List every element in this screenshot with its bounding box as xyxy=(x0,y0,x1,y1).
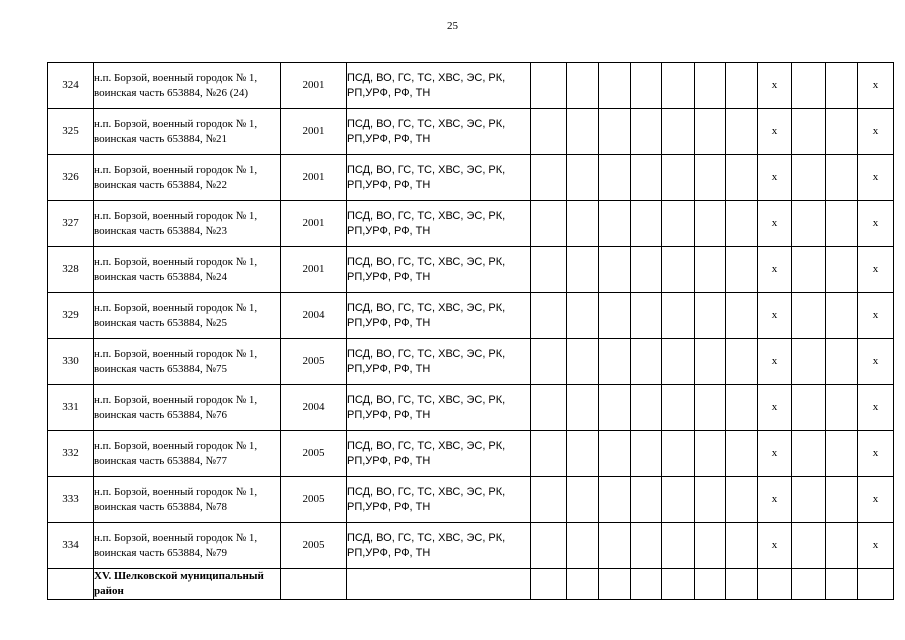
address-cell: н.п. Борзой, военный городок № 1, воинская часть 653884, №23 xyxy=(94,201,281,247)
empty-cell xyxy=(826,201,858,247)
table-row xyxy=(48,339,894,385)
empty-cell xyxy=(662,201,695,247)
empty-cell xyxy=(695,155,726,201)
codes-cell: ПСД, ВО, ГС, ТС, ХВС, ЭС, РК, РП,УРФ, РФ, ТН xyxy=(347,155,531,201)
empty-cell xyxy=(631,293,662,339)
empty-cell xyxy=(826,109,858,155)
table-row xyxy=(48,109,894,155)
empty-cell xyxy=(567,477,599,523)
empty-cell xyxy=(695,385,726,431)
empty-cell xyxy=(695,569,726,600)
section-title: XV. Шелковской муниципальный район xyxy=(94,569,281,600)
codes-cell: ПСД, ВО, ГС, ТС, ХВС, ЭС, РК, РП,УРФ, РФ, ТН xyxy=(347,385,531,431)
mark-cell: x xyxy=(858,63,894,109)
empty-cell xyxy=(726,385,758,431)
row-number-cell: 330 xyxy=(48,339,94,385)
empty-cell xyxy=(826,339,858,385)
mark-cell: x xyxy=(758,523,792,569)
address-cell: н.п. Борзой, военный городок № 1, воинская часть 653884, №25 xyxy=(94,293,281,339)
empty-cell xyxy=(792,247,826,293)
row-number-cell: 325 xyxy=(48,109,94,155)
mark-cell: x xyxy=(758,477,792,523)
mark-cell: x xyxy=(858,523,894,569)
empty-cell xyxy=(631,431,662,477)
year-cell: 2005 xyxy=(281,523,347,569)
year-cell: 2001 xyxy=(281,109,347,155)
address-cell: н.п. Борзой, военный городок № 1, воинская часть 653884, №75 xyxy=(94,339,281,385)
empty-cell xyxy=(567,293,599,339)
empty-cell xyxy=(662,523,695,569)
empty-cell xyxy=(792,155,826,201)
mark-cell: x xyxy=(758,155,792,201)
year-cell: 2004 xyxy=(281,385,347,431)
empty-cell xyxy=(726,339,758,385)
empty-cell xyxy=(531,385,567,431)
table-row xyxy=(48,155,894,201)
empty-cell xyxy=(792,63,826,109)
page-number: 25 xyxy=(447,20,458,32)
empty-cell xyxy=(599,385,631,431)
empty-cell xyxy=(792,339,826,385)
empty-cell xyxy=(695,477,726,523)
empty-cell xyxy=(631,569,662,600)
mark-cell: x xyxy=(858,477,894,523)
year-cell: 2001 xyxy=(281,63,347,109)
empty-cell xyxy=(758,569,792,600)
address-cell: н.п. Борзой, военный городок № 1, воинская часть 653884, №78 xyxy=(94,477,281,523)
year-cell: 2005 xyxy=(281,477,347,523)
empty-cell xyxy=(726,201,758,247)
empty-cell xyxy=(662,385,695,431)
mark-cell: x xyxy=(758,293,792,339)
empty-cell xyxy=(726,523,758,569)
empty-cell xyxy=(792,201,826,247)
empty-cell xyxy=(567,247,599,293)
empty-cell xyxy=(662,293,695,339)
empty-cell xyxy=(599,63,631,109)
codes-cell: ПСД, ВО, ГС, ТС, ХВС, ЭС, РК, РП,УРФ, РФ, ТН xyxy=(347,339,531,385)
mark-cell: x xyxy=(758,63,792,109)
address-cell: н.п. Борзой, военный городок № 1, воинская часть 653884, №77 xyxy=(94,431,281,477)
empty-cell xyxy=(826,247,858,293)
empty-cell xyxy=(826,477,858,523)
section-row xyxy=(48,569,894,600)
empty-cell xyxy=(567,63,599,109)
empty-cell xyxy=(599,109,631,155)
row-number-cell: 329 xyxy=(48,293,94,339)
table-row xyxy=(48,201,894,247)
mark-cell: x xyxy=(858,293,894,339)
empty-cell xyxy=(662,569,695,600)
year-cell: 2004 xyxy=(281,293,347,339)
empty-cell xyxy=(567,385,599,431)
table-row xyxy=(48,293,894,339)
empty-cell xyxy=(662,155,695,201)
data-table xyxy=(47,62,894,600)
empty-cell xyxy=(531,155,567,201)
mark-cell: x xyxy=(858,109,894,155)
mark-cell: x xyxy=(758,431,792,477)
table-body xyxy=(48,63,894,600)
empty-cell xyxy=(531,477,567,523)
empty-cell xyxy=(792,477,826,523)
empty-cell xyxy=(662,477,695,523)
mark-cell: x xyxy=(858,247,894,293)
empty-cell xyxy=(792,569,826,600)
empty-cell xyxy=(826,63,858,109)
year-cell: 2001 xyxy=(281,247,347,293)
empty-cell xyxy=(826,569,858,600)
empty-cell xyxy=(531,523,567,569)
mark-cell: x xyxy=(858,201,894,247)
codes-cell: ПСД, ВО, ГС, ТС, ХВС, ЭС, РК, РП,УРФ, РФ, ТН xyxy=(347,247,531,293)
mark-cell: x xyxy=(858,385,894,431)
empty-cell xyxy=(792,431,826,477)
empty-cell xyxy=(567,523,599,569)
empty-cell xyxy=(599,523,631,569)
empty-cell xyxy=(792,293,826,339)
empty-cell xyxy=(531,201,567,247)
empty-cell xyxy=(726,63,758,109)
empty-cell xyxy=(631,477,662,523)
empty-cell xyxy=(48,569,94,600)
empty-cell xyxy=(599,201,631,247)
empty-cell xyxy=(567,155,599,201)
address-cell: н.п. Борзой, военный городок № 1, воинская часть 653884, №79 xyxy=(94,523,281,569)
empty-cell xyxy=(531,247,567,293)
empty-cell xyxy=(695,247,726,293)
empty-cell xyxy=(567,569,599,600)
empty-cell xyxy=(599,431,631,477)
table-row xyxy=(48,63,894,109)
empty-cell xyxy=(826,155,858,201)
empty-cell xyxy=(726,155,758,201)
empty-cell xyxy=(599,477,631,523)
empty-cell xyxy=(599,569,631,600)
empty-cell xyxy=(792,523,826,569)
mark-cell: x xyxy=(858,155,894,201)
year-cell: 2001 xyxy=(281,155,347,201)
empty-cell xyxy=(531,293,567,339)
empty-cell xyxy=(281,569,347,600)
empty-cell xyxy=(631,63,662,109)
empty-cell xyxy=(695,63,726,109)
empty-cell xyxy=(726,431,758,477)
empty-cell xyxy=(695,339,726,385)
row-number-cell: 334 xyxy=(48,523,94,569)
address-cell: н.п. Борзой, военный городок № 1, воинская часть 653884, №22 xyxy=(94,155,281,201)
empty-cell xyxy=(599,155,631,201)
row-number-cell: 331 xyxy=(48,385,94,431)
codes-cell: ПСД, ВО, ГС, ТС, ХВС, ЭС, РК, РП,УРФ, РФ, ТН xyxy=(347,201,531,247)
codes-cell: ПСД, ВО, ГС, ТС, ХВС, ЭС, РК, РП,УРФ, РФ, ТН xyxy=(347,477,531,523)
address-cell: н.п. Борзой, военный городок № 1, воинская часть 653884, №26 (24) xyxy=(94,63,281,109)
address-cell: н.п. Борзой, военный городок № 1, воинская часть 653884, №76 xyxy=(94,385,281,431)
empty-cell xyxy=(599,293,631,339)
empty-cell xyxy=(567,339,599,385)
empty-cell xyxy=(826,293,858,339)
year-cell: 2005 xyxy=(281,339,347,385)
table-row xyxy=(48,523,894,569)
empty-cell xyxy=(726,109,758,155)
empty-cell xyxy=(726,477,758,523)
empty-cell xyxy=(792,385,826,431)
row-number-cell: 333 xyxy=(48,477,94,523)
empty-cell xyxy=(531,569,567,600)
codes-cell: ПСД, ВО, ГС, ТС, ХВС, ЭС, РК, РП,УРФ, РФ, ТН xyxy=(347,109,531,155)
empty-cell xyxy=(531,339,567,385)
codes-cell: ПСД, ВО, ГС, ТС, ХВС, ЭС, РК, РП,УРФ, РФ, ТН xyxy=(347,523,531,569)
mark-cell: x xyxy=(758,385,792,431)
codes-cell: ПСД, ВО, ГС, ТС, ХВС, ЭС, РК, РП,УРФ, РФ, ТН xyxy=(347,431,531,477)
empty-cell xyxy=(662,109,695,155)
empty-cell xyxy=(662,339,695,385)
empty-cell xyxy=(858,569,894,600)
codes-cell: ПСД, ВО, ГС, ТС, ХВС, ЭС, РК, РП,УРФ, РФ, ТН xyxy=(347,293,531,339)
empty-cell xyxy=(726,293,758,339)
empty-cell xyxy=(631,385,662,431)
row-number-cell: 327 xyxy=(48,201,94,247)
empty-cell xyxy=(631,155,662,201)
address-cell: н.п. Борзой, военный городок № 1, воинская часть 653884, №24 xyxy=(94,247,281,293)
empty-cell xyxy=(599,247,631,293)
empty-cell xyxy=(695,431,726,477)
empty-cell xyxy=(347,569,531,600)
mark-cell: x xyxy=(758,109,792,155)
empty-cell xyxy=(567,431,599,477)
row-number-cell: 324 xyxy=(48,63,94,109)
empty-cell xyxy=(567,109,599,155)
empty-cell xyxy=(826,431,858,477)
mark-cell: x xyxy=(758,247,792,293)
mark-cell: x xyxy=(758,339,792,385)
empty-cell xyxy=(631,523,662,569)
empty-cell xyxy=(695,201,726,247)
mark-cell: x xyxy=(858,431,894,477)
mark-cell: x xyxy=(858,339,894,385)
mark-cell: x xyxy=(758,201,792,247)
empty-cell xyxy=(695,109,726,155)
table-row xyxy=(48,247,894,293)
empty-cell xyxy=(631,109,662,155)
row-number-cell: 326 xyxy=(48,155,94,201)
empty-cell xyxy=(826,385,858,431)
row-number-cell: 328 xyxy=(48,247,94,293)
empty-cell xyxy=(662,431,695,477)
empty-cell xyxy=(662,63,695,109)
empty-cell xyxy=(726,569,758,600)
empty-cell xyxy=(695,293,726,339)
table-row xyxy=(48,385,894,431)
codes-cell: ПСД, ВО, ГС, ТС, ХВС, ЭС, РК, РП,УРФ, РФ, ТН xyxy=(347,63,531,109)
empty-cell xyxy=(631,201,662,247)
empty-cell xyxy=(599,339,631,385)
table-row xyxy=(48,477,894,523)
empty-cell xyxy=(531,431,567,477)
empty-cell xyxy=(792,109,826,155)
empty-cell xyxy=(531,109,567,155)
address-cell: н.п. Борзой, военный городок № 1, воинская часть 653884, №21 xyxy=(94,109,281,155)
table-row xyxy=(48,431,894,477)
row-number-cell: 332 xyxy=(48,431,94,477)
empty-cell xyxy=(567,201,599,247)
empty-cell xyxy=(662,247,695,293)
empty-cell xyxy=(631,247,662,293)
empty-cell xyxy=(726,247,758,293)
year-cell: 2001 xyxy=(281,201,347,247)
empty-cell xyxy=(631,339,662,385)
empty-cell xyxy=(695,523,726,569)
empty-cell xyxy=(826,523,858,569)
year-cell: 2005 xyxy=(281,431,347,477)
empty-cell xyxy=(531,63,567,109)
